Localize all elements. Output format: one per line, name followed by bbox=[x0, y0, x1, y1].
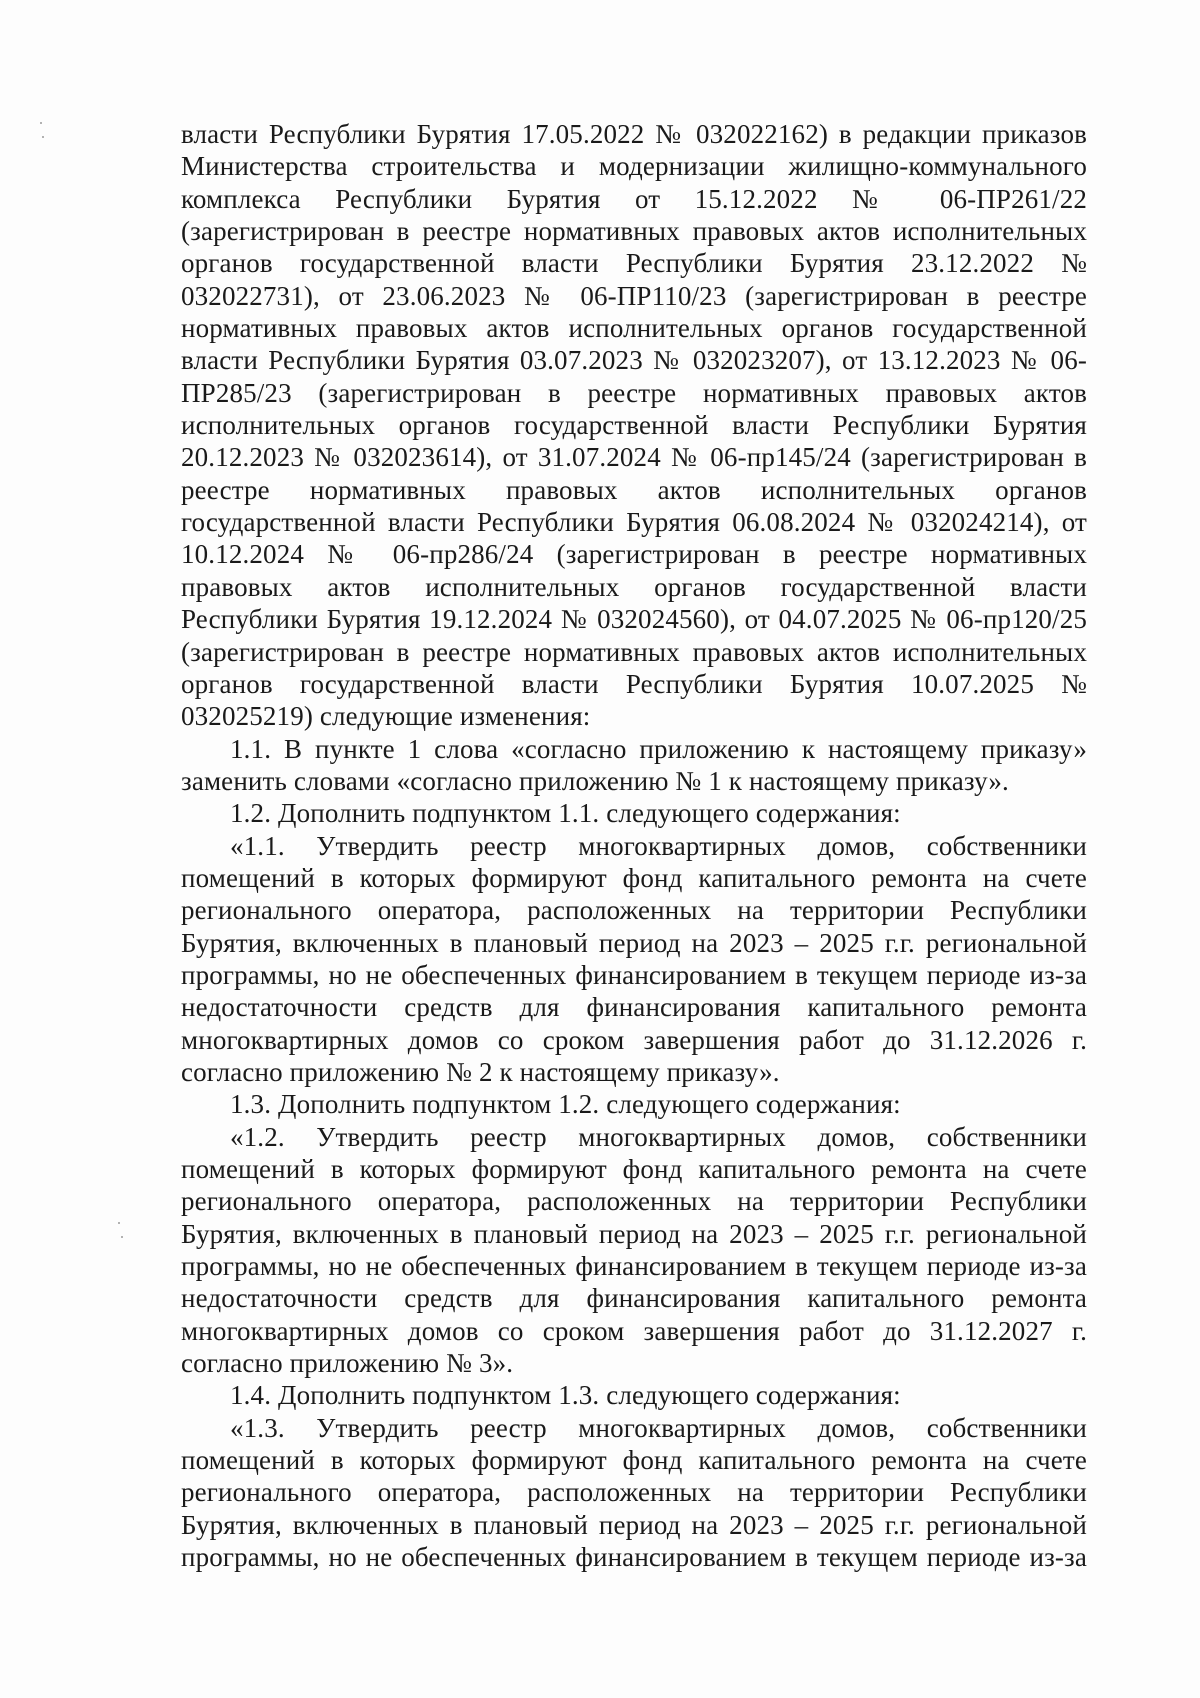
scan-speck bbox=[42, 136, 44, 138]
paragraph-quote-1-2: «1.2. Утвердить реестр многоквартирных домов, собственники помещений в которых формируют фонд капитального ремонта на счете регионального оператора, расположенных на территории Республики Бурятия, включенных в плановый период на 2023 – 2025 г.г. региональной программы, но не обеспеченных финансированием в текущем периоде из-за недостаточности средств для финансирования капитального ремонта многоквартирных домов со сроком завершения работ до 31.12.2027 г. согласно приложению № 3». bbox=[181, 1121, 1087, 1379]
paragraph-quote-1-3: «1.3. Утвердить реестр многоквартирных домов, собственники помещений в которых формируют фонд капитального ремонта на счете регионального оператора, расположенных на территории Республики Бурятия, включенных в плановый период на 2023 – 2025 г.г. региональной программы, но не обеспеченных финансированием в текущем периоде из-за bbox=[181, 1412, 1087, 1573]
paragraph-item-1-4: 1.4. Дополнить подпунктом 1.3. следующего содержания: bbox=[230, 1380, 901, 1411]
scan-speck bbox=[40, 122, 42, 124]
document-body bbox=[181, 118, 1087, 1573]
scan-speck bbox=[121, 1236, 123, 1238]
paragraph-intro: власти Республики Бурятия 17.05.2022 № 032022162) в редакции приказов Министерства строительства и модернизации жилищно-коммунального комплекса Республики Бурятия от 15.12.2022 № 06-ПР261/22 (зарегистрирован в реестре нормативных правовых актов исполнительных органов государственной власти Республики Бурятия 23.12.2022 № 032022731), от 23.06.2023 № 06-ПР110/23 (зарегистрирован в реестре нормативных правовых актов исполнительных органов государственной власти Республики Бурятия 03.07.2023 № 032023207), от 13.12.2023 № 06-ПР285/23 (зарегистрирован в реестре нормативных правовых актов исполнительных органов государственной власти Республики Бурятия 20.12.2023 № 032023614), от 31.07.2024 № 06-пр145/24 (зарегистрирован в реестре нормативных правовых актов исполнительных органов государственной власти Республики Бурятия 06.08.2024 № 032024214), от 10.12.2024 № 06-пр286/24 (зарегистрирован в реестре нормативных правовых актов исполнительных органов государственной власти Республики Бурятия 19.12.2024 № 032024560), от 04.07.2025 № 06-пр120/25 (зарегистрирован в реестре нормативных правовых актов исполнительных органов государственной власти Республики Бурятия 10.07.2025 № 032025219) следующие изменения: bbox=[181, 119, 1087, 732]
paragraph-item-1-2: 1.2. Дополнить подпунктом 1.1. следующего содержания: bbox=[230, 798, 901, 829]
paragraph-item-1-3: 1.3. Дополнить подпунктом 1.2. следующего содержания: bbox=[230, 1089, 901, 1120]
paragraph-quote-1-1: «1.1. Утвердить реестр многоквартирных домов, собственники помещений в которых формируют фонд капитального ремонта на счете регионального оператора, расположенных на территории Республики Бурятия, включенных в плановый период на 2023 – 2025 г.г. региональной программы, но не обеспеченных финансированием в текущем периоде из-за недостаточности средств для финансирования капитального ремонта многоквартирных домов со сроком завершения работ до 31.12.2026 г. согласно приложению № 2 к настоящему приказу». bbox=[181, 830, 1087, 1087]
scan-speck bbox=[118, 1222, 120, 1224]
paragraph-item-1-1: 1.1. В пункте 1 слова «согласно приложению к настоящему приказу» заменить словами «согласно приложению № 1 к настоящему приказу». bbox=[181, 733, 1087, 796]
